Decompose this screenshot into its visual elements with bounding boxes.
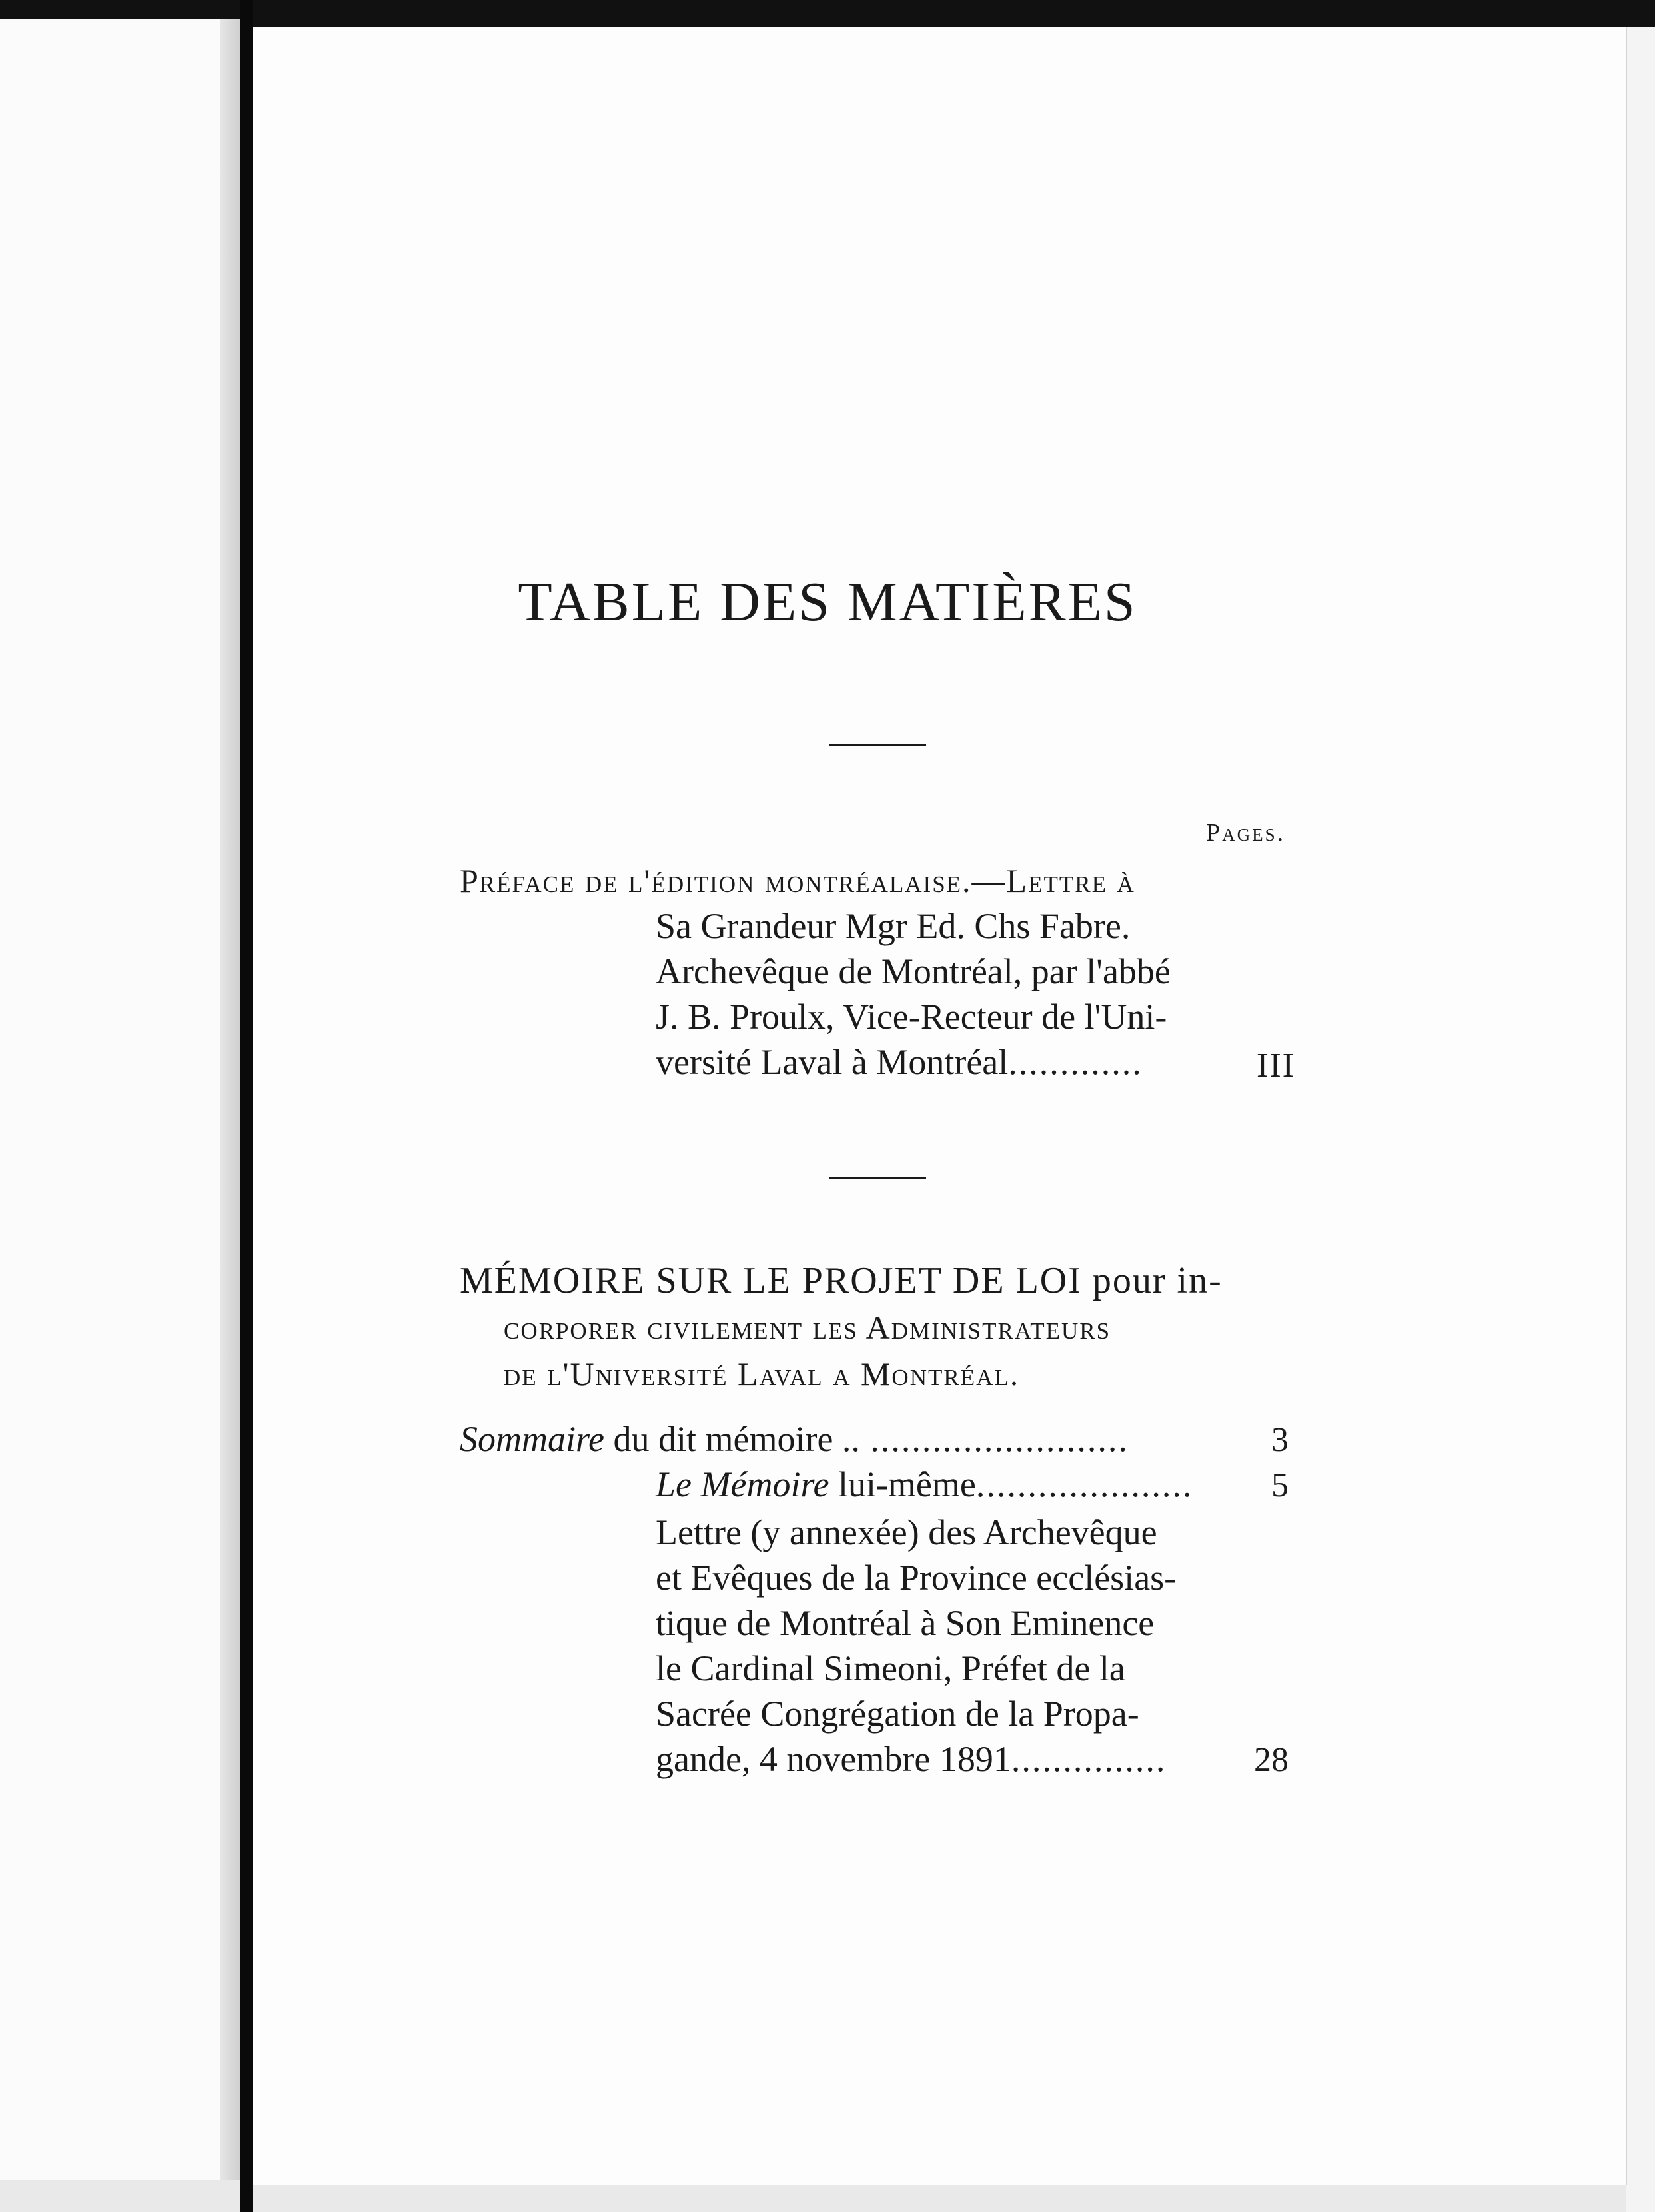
preface-line-2: Sa Grandeur Mgr Ed. Chs Fabre. — [656, 906, 1131, 946]
preface-line-5-text: versité Laval à Montréal — [656, 1042, 1009, 1082]
spine-shadow — [220, 19, 240, 2212]
leader-dots: ......................... — [859, 1419, 1129, 1459]
leader-dots: ............... — [1011, 1739, 1167, 1779]
sommaire-text: du dit mémoire .. — [604, 1419, 860, 1459]
sommaire-entry — [460, 1418, 1129, 1460]
memoire-page-number: 5 — [1271, 1466, 1289, 1504]
sommaire-page-number: 3 — [1271, 1421, 1289, 1459]
lettre-page-number: 28 — [1254, 1741, 1289, 1779]
page-edge — [1626, 27, 1655, 2212]
memoire-heading-line-1: MÉMOIRE SUR LE PROJET DE LOI pour in- — [460, 1260, 1223, 1301]
lettre-line-4: le Cardinal Simeoni, Préfet de la — [656, 1648, 1125, 1688]
lettre-line-6-text: gande, 4 novembre 1891 — [656, 1739, 1011, 1779]
lettre-line-6 — [656, 1738, 1166, 1780]
preface-line-4: J. B. Proulx, Vice-Recteur de l'Uni- — [656, 997, 1167, 1037]
lettre-line-2: et Evêques de la Province ecclésias- — [656, 1558, 1177, 1598]
memoire-entry — [656, 1463, 1193, 1506]
divider-rule — [829, 1177, 926, 1179]
lettre-line-5: Sacrée Congrégation de la Propa- — [656, 1694, 1139, 1734]
preface-page-number: III — [1257, 1047, 1295, 1085]
preface-line-1: Préface de l'édition montréalaise.—Lettre à — [460, 862, 1135, 899]
sommaire-italic: Sommaire — [460, 1419, 604, 1459]
book-spine — [240, 0, 253, 2212]
facing-page — [0, 19, 240, 2212]
divider-rule — [829, 744, 926, 746]
lettre-line-1: Lettre (y annexée) des Archevêque — [656, 1512, 1157, 1552]
memoire-italic: Le Mémoire — [656, 1464, 829, 1504]
memoire-entry-text: lui-même — [829, 1464, 976, 1504]
document-page — [253, 27, 1627, 2185]
page-title: TABLE DES MATIÈRES — [518, 571, 1137, 633]
memoire-heading-line-2: corporer civilement les Administrateurs — [504, 1309, 1111, 1346]
leader-dots: ............. — [1008, 1042, 1143, 1082]
memoire-heading-line-3: de l'Université Laval a Montréal. — [504, 1355, 1020, 1392]
leader-dots: ..................... — [975, 1464, 1193, 1504]
lettre-line-3: tique de Montréal à Son Eminence — [656, 1603, 1155, 1643]
pages-column-header: Pages. — [1206, 819, 1286, 847]
preface-line-5 — [656, 1041, 1143, 1083]
preface-line-3: Archevêque de Montréal, par l'abbé — [656, 951, 1171, 991]
